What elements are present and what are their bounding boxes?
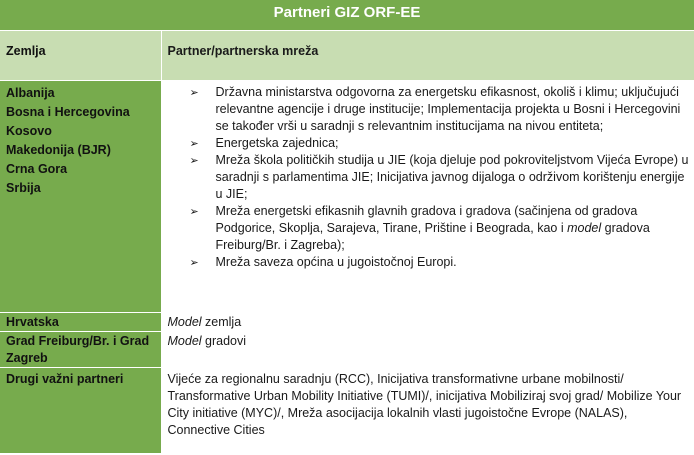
header-partner: Partner/partnerska mreža	[161, 31, 694, 81]
country-drugi: Drugi važni partneri	[0, 368, 161, 454]
country-kosovo: Kosovo	[6, 124, 52, 138]
partner-text: Mreža energetski efikasnih glavnih gradova i gradova (sačinjena od gradova Podgorice, Skoplja, Sarajeva, Tirane, Prištine i Beograda, kao i	[215, 204, 638, 235]
partner-item: ➢ Energetska zajednica;	[188, 135, 691, 152]
partner-list	[168, 84, 691, 271]
partner-text: gradova Freiburg/Br. i Zagreba);	[215, 221, 650, 252]
partners-table	[0, 30, 694, 453]
country-albanija: Albanija	[6, 86, 55, 100]
partner-gradovi	[161, 332, 694, 368]
italic-model: Model	[167, 315, 202, 329]
header-country: Zemlja	[0, 31, 161, 81]
partner-text: zemlja	[201, 315, 242, 329]
partner-drugi: Vijeće za regionalnu saradnju (RCC), Inicijativa transformativne urbane mobilnosti/ Transformative Urban Mobility Initiative (TUMI)/, inicijativa Mobiliziraj svoj grad/ Mobilize Your City initiative (MYC)/, Mreža asocijacija lokalnih vlasti jugoistočne Evrope (NALAS), Connective Cities	[161, 368, 694, 454]
table-row	[0, 313, 694, 332]
country-crna-gora: Crna Gora	[6, 162, 68, 176]
table-row	[0, 368, 694, 454]
country-list	[0, 81, 161, 313]
table-title: Partneri GIZ ORF-EE	[0, 0, 694, 30]
table-row	[0, 81, 694, 313]
country-gradovi: Grad Freiburg/Br. i Grad Zagreb	[0, 332, 161, 368]
partner-item: ➢ Mreža škola političkih studija u JIE (koja djeluje pod pokroviteljstvom Vijeća Evrope) u saradnji s parlamentima JIE; Inicijativa javnog dijaloga o održivom korištenju energije u JIE;	[188, 152, 691, 203]
partner-text: gradovi	[201, 334, 247, 348]
partner-item: ➢ Državna ministarstva odgovorna za energetsku efikasnost, okoliš i klimu; uključujući relevantne agencije i druge institucije; Implementacija projekta u Bosni i Hercegovini se također vrši u saradnji s relevantnim institucijama na nivou entiteta;	[188, 84, 691, 135]
table-header-row	[0, 31, 694, 81]
country-hrvatska: Hrvatska	[0, 313, 161, 332]
partner-item	[188, 203, 691, 254]
partner-list-cell	[161, 81, 694, 313]
partner-hrvatska	[161, 313, 694, 332]
country-bih: Bosna i Hercegovina	[6, 105, 130, 119]
partner-item: ➢ Mreža saveza općina u jugoistočnoj Europi.	[188, 254, 691, 271]
partner-text-italic: model	[567, 221, 602, 235]
table-row	[0, 332, 694, 368]
country-makedonija: Makedonija (BJR)	[6, 143, 111, 157]
italic-model: Model	[167, 334, 202, 348]
country-srbija: Srbija	[6, 181, 41, 195]
